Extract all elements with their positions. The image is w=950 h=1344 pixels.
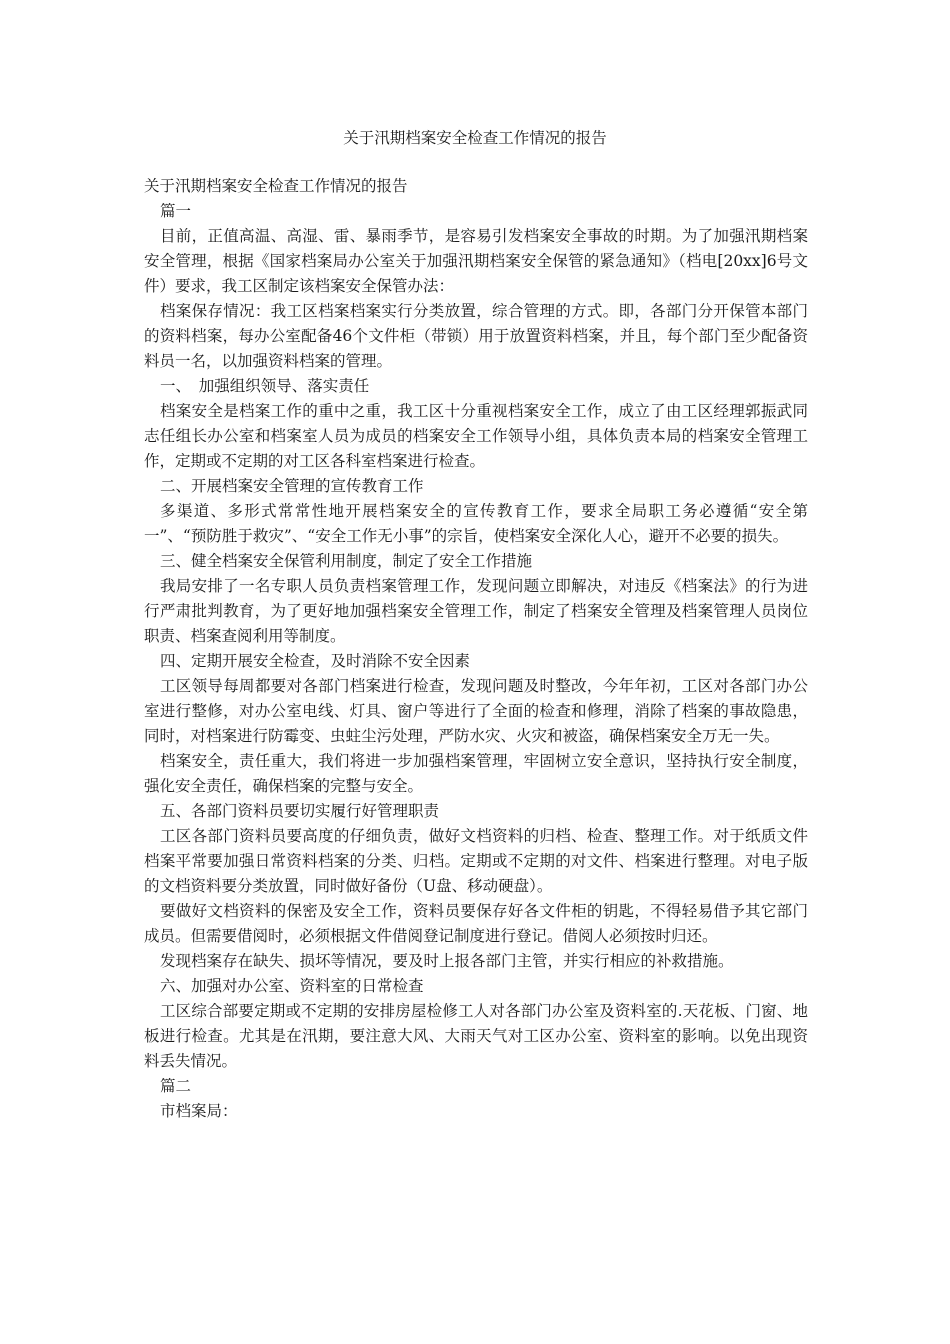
document-body [144,174,808,1124]
section-heading: 六、加强对办公室、资料室的日常检查 [160,977,424,995]
paragraph: 工区各部门资料员要高度的仔细负责，做好文档资料的归档、检查、整理工作。对于纸质文件档案平常要加强日常资料档案的分类、归档。定期或不定期的对文件、档案进行整理。对电子版的文档资料要分类放置，同时做好备份（U盘、移动硬盘）。 [144,827,808,895]
section-label: 篇二 [160,1077,192,1095]
paragraph: 发现档案存在缺失、损坏等情况，要及时上报各部门主管，并实行相应的补救措施。 [160,952,734,970]
paragraph: 档案安全，责任重大，我们将进一步加强档案管理，牢固树立安全意识，坚持执行安全制度，强化安全责任，确保档案的完整与安全。 [144,752,808,795]
section-heading: 三、健全档案安全保管利用制度，制定了安全工作措施 [160,552,533,570]
paragraph: 工区综合部要定期或不定期的安排房屋检修工人对各部门办公室及资料室的.天花板、门窗、地板进行检查。尤其是在汛期，要注意大风、大雨天气对工区办公室、资料室的影响。以免出现资料丢失情况。 [144,1002,808,1070]
paragraph: 多渠道、多形式常常性地开展档案安全的宣传教育工作，要求全局职工务必遵循“安全第一”、“预防胜于救灾”、“安全工作无小事”的宗旨，使档案安全深化人心，避开不必要的损失。 [144,502,808,545]
section-label: 篇一 [160,202,192,220]
paragraph: 档案保存情况：我工区档案档案实行分类放置，综合管理的方式。即，各部门分开保管本部门的资料档案，每办公室配备46个文件柜（带锁）用于放置资料档案，并且，每个部门至少配备资料员一名，以加强资料档案的管理。 [144,302,808,370]
paragraph: 目前，正值高温、高湿、雷、暴雨季节，是容易引发档案安全事故的时期。为了加强汛期档案安全管理，根据《国家档案局办公室关于加强汛期档案安全保管的紧急通知》（档电[20xx]6号文件）要求，我工区制定该档案安全保管办法： [144,227,808,295]
paragraph: 档案安全是档案工作的重中之重，我工区十分重视档案安全工作，成立了由工区经理郭振武同志任组长办公室和档案室人员为成员的档案安全工作领导小组，具体负责本局的档案安全管理工作，定期或不定期的对工区各科室档案进行检查。 [144,402,808,470]
section-heading: 五、各部门资料员要切实履行好管理职责 [160,802,440,820]
paragraph: 要做好文档资料的保密及安全工作，资料员要保存好各文件柜的钥匙，不得轻易借予其它部门成员。但需要借阅时，必须根据文件借阅登记制度进行登记。借阅人必须按时归还。 [144,902,808,945]
body-heading: 关于汛期档案安全检查工作情况的报告 [144,177,408,195]
paragraph: 工区领导每周都要对各部门档案进行检查，发现问题及时整改，今年年初，工区对各部门办公室进行整修，对办公室电线、灯具、窗户等进行了全面的检查和修理，消除了档案的事故隐患，同时，对档案进行防霉变、虫蛀尘污处理，严防水灾、火灾和被盗，确保档案安全万无一失。 [144,677,808,745]
paragraph: 市档案局： [160,1102,238,1120]
section-heading: 一、 加强组织领导、落实责任 [160,377,370,395]
document-title: 关于汛期档案安全检查工作情况的报告 [343,129,607,147]
paragraph: 我局安排了一名专职人员负责档案管理工作，发现问题立即解决，对违反《档案法》的行为进行严肃批判教育，为了更好地加强档案安全管理工作，制定了档案安全管理及档案管理人员岗位职责、档案查阅利用等制度。 [144,577,808,645]
section-heading: 四、定期开展安全检查，及时消除不安全因素 [160,652,471,670]
section-heading: 二、开展档案安全管理的宣传教育工作 [160,477,424,495]
